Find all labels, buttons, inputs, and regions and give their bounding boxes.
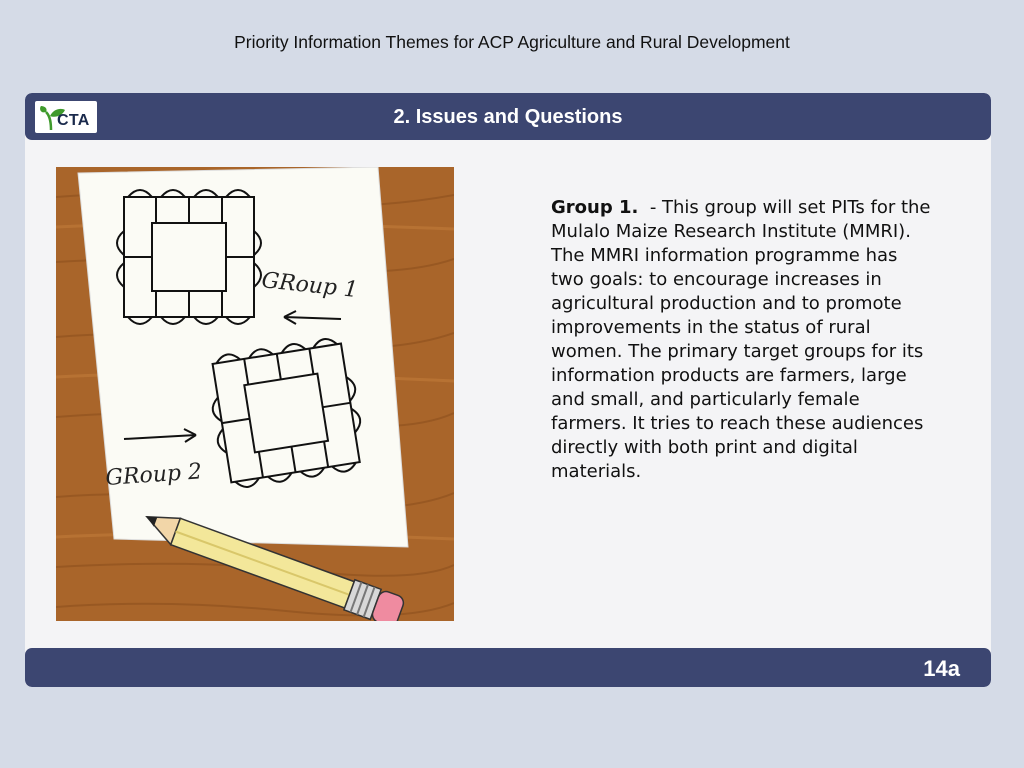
logo-text: CTA bbox=[57, 112, 90, 129]
slide-footer-bar bbox=[25, 648, 991, 687]
slide-header-bar bbox=[25, 93, 991, 140]
slide-card bbox=[25, 93, 991, 687]
presentation-title: Priority Information Themes for ACP Agriculture and Rural Development bbox=[234, 32, 790, 52]
section-title: 2. Issues and Questions bbox=[393, 106, 623, 128]
group1-label: GRoup 1 bbox=[260, 268, 360, 304]
seating-arrangement-illustration bbox=[56, 167, 454, 621]
slide-number: 14a bbox=[923, 656, 960, 681]
group-description-text: - This group will set PITs for the Mulalo Maize Research Institute (MMRI). The MMRI information programme has two goals: to encourage increases in agricultural production and to promote improvements in the status of rural women. The primary target groups for its information products are farmers, large and small, and particularly female farmers. It tries to reach these audiences directly with both print and digital materials. bbox=[551, 197, 931, 482]
group-description bbox=[551, 196, 931, 484]
group2-label: GRoup 2 bbox=[104, 459, 203, 491]
group-heading: Group 1. bbox=[551, 197, 639, 218]
